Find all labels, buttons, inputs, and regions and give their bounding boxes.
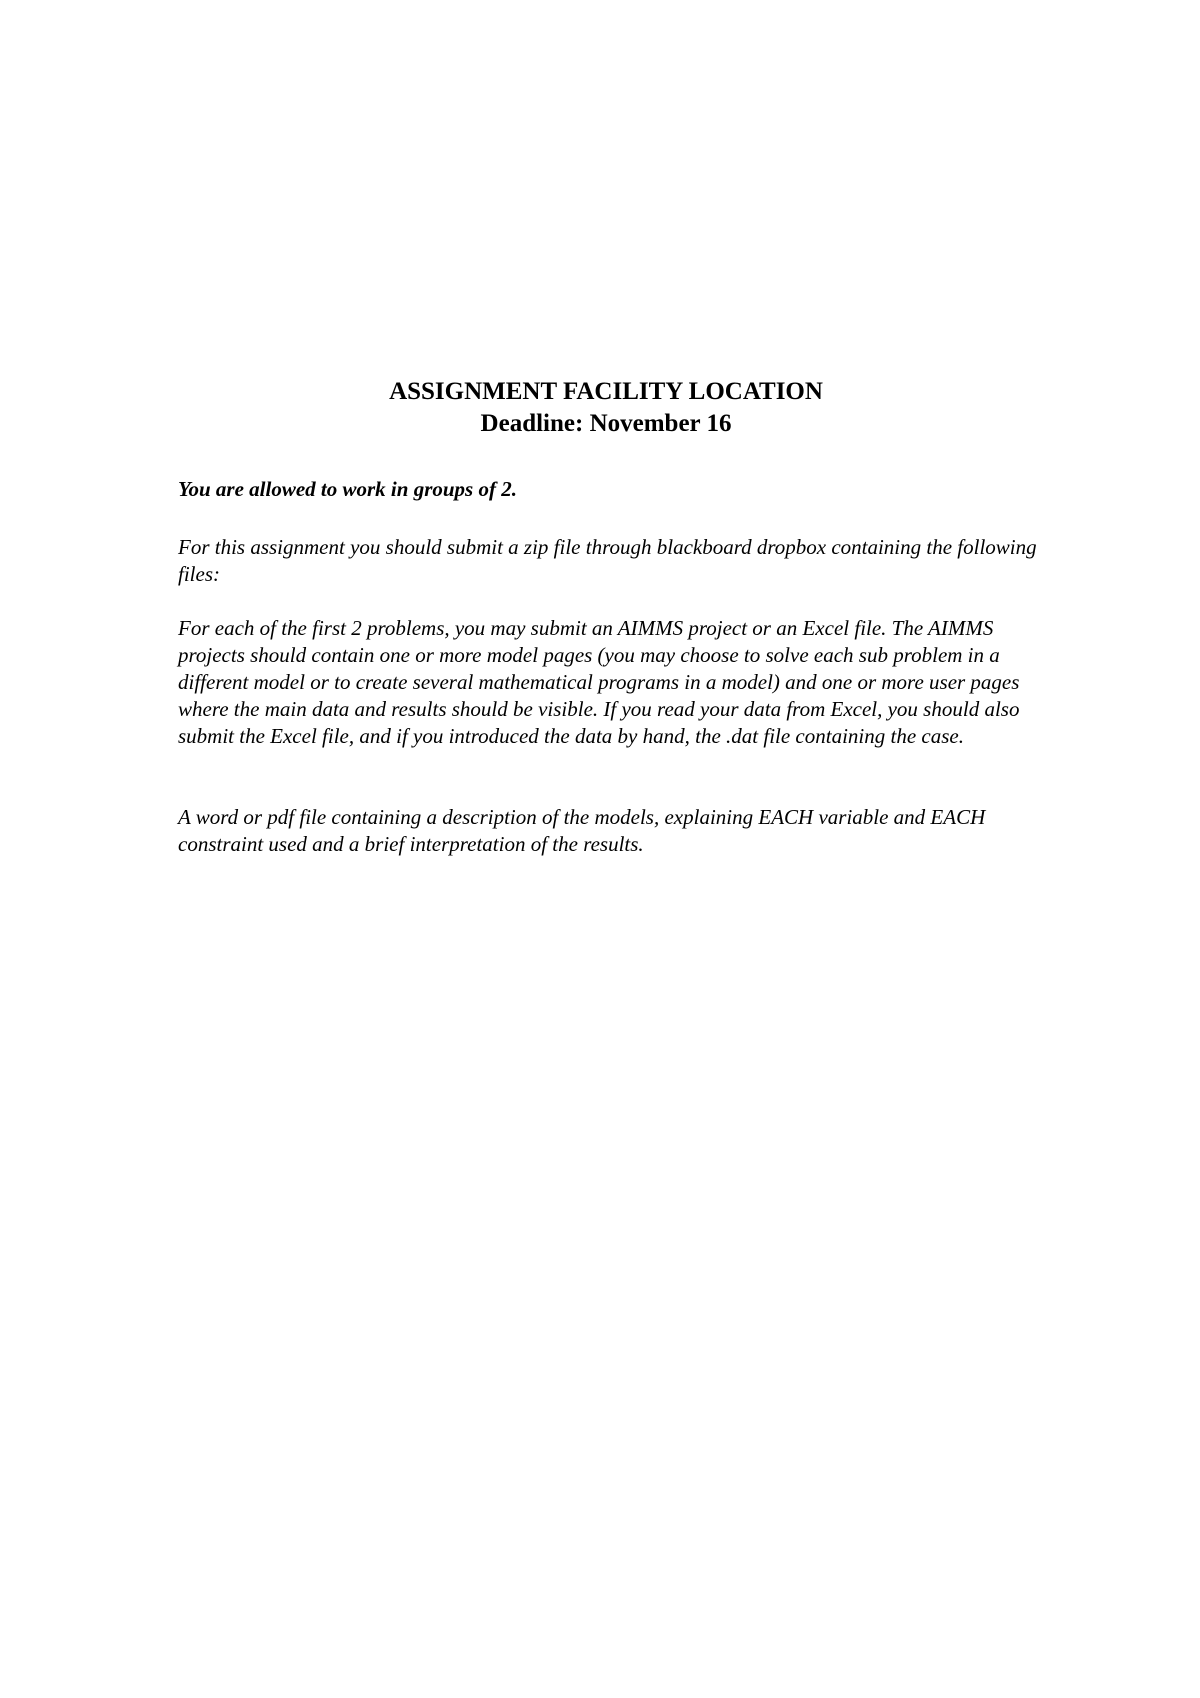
group-rule-text: You are allowed to work in groups of 2. (178, 477, 517, 501)
group-rule-paragraph (178, 476, 1048, 503)
submission-paragraph (178, 534, 1048, 588)
report-paragraph (178, 804, 1048, 858)
document-title: ASSIGNMENT FACILITY LOCATION (389, 378, 823, 405)
document-header (0, 376, 1200, 440)
report-text: A word or pdf file containing a description of the models, explaining EACH variable and EACH constraint used and a brief interpretation of the results. (178, 805, 986, 856)
problems-paragraph (178, 615, 1048, 750)
submission-text: For this assignment you should submit a zip file through blackboard dropbox containing the following files: (178, 535, 1037, 586)
deadline-line: Deadline: November 16 (480, 410, 732, 437)
problems-text: For each of the first 2 problems, you may submit an AIMMS project or an Excel file. The AIMMS projects should contain one or more model pages (you may choose to solve each sub problem in a different model or to create several mathematical programs in a model) and one or more user pages where the main data and results should be visible. If you read your data from Excel, you should also submit the Excel file, and if you introduced the data by hand, the .dat file containing the case. (178, 616, 1020, 748)
